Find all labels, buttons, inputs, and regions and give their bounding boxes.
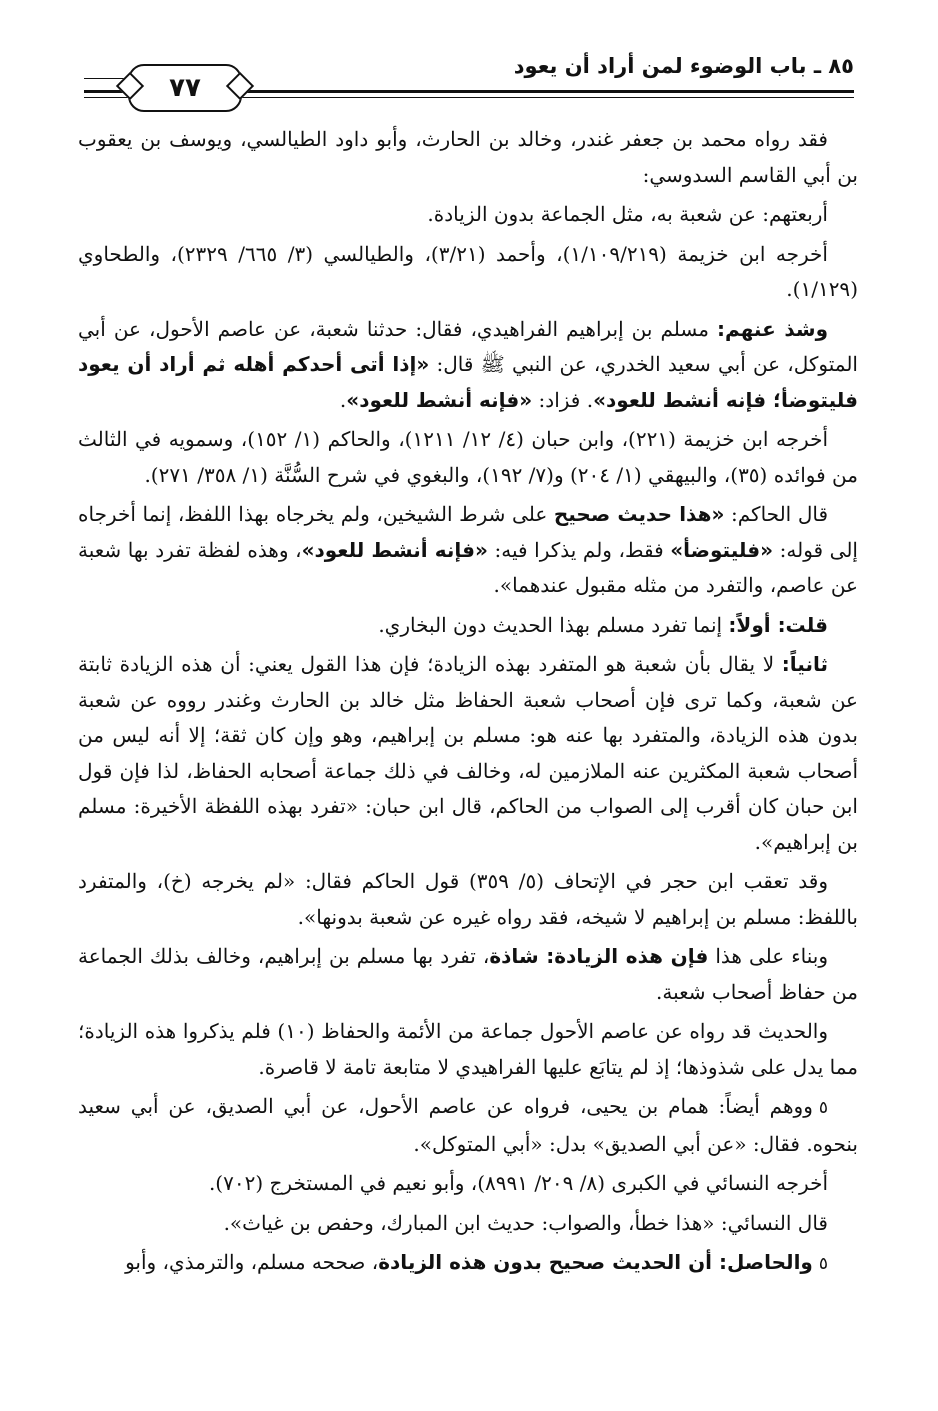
paragraph <box>78 122 858 193</box>
text-run: أربعتهم: عن شعبة به، مثل الجماعة بدون الزيادة. <box>427 202 828 226</box>
paragraph <box>78 197 858 233</box>
text-run: مسلم بن إبراهيم الفراهيدي، فقال: حدثنا شعبة، عن عاصم الأحول، عن أبي المتوكل، عن أبي سعيد الخدري، عن النبي ﷺ قال: <box>78 316 858 376</box>
text-run: أخرجه ابن خزيمة (٢٢١)، وابن حبان (٤/ ١٢/ ١٢١١)، والحاكم (١/ ١٥٢)، وسمويه في الثالث من فوائده (٣٥)، والبيهقي (١/ ٢٠٤) و(٧/ ١٩٢)، والبغوي في شرح السُّنَّة (١/ ٣٥٨/ ٢٧١). <box>78 427 858 487</box>
paragraph <box>78 1245 858 1283</box>
text-run: . فزاد: <box>532 387 594 412</box>
text-run: فقط، ولم يذكرا فيه: <box>487 537 671 562</box>
paragraph <box>78 422 858 493</box>
text-run: قال النسائي: «هذا خطأ، والصواب: حديث ابن المبارك، وحفص بن غياث». <box>223 1210 828 1235</box>
text-run: ووهم أيضاً: همام بن يحيى، فرواه عن عاصم الأحول، عن أبي الصديق، عن أبي سعيد بنحوه. فقال: «عن أبي الصديق» بدل: «أبي المتوكل». <box>78 1094 858 1156</box>
paragraph <box>78 647 858 860</box>
bold-text: فإن هذه الزيادة: شاذة <box>489 944 709 968</box>
paragraph <box>78 497 858 604</box>
paragraph <box>78 608 858 644</box>
page-number: ٧٧ <box>169 73 201 103</box>
bold-text: قلت: أولاً: <box>728 612 828 637</box>
text-run: أخرجه ابن خزيمة (١/١٠٩/٢١٩)، وأحمد (٣/٢١)، والطيالسي (٣/ ٦٦٥/ ٢٣٢٩)، والطحاوي (١/١٢٩). <box>78 241 858 301</box>
paragraph <box>78 1206 858 1242</box>
bold-text: ثانياً: <box>781 652 828 676</box>
bold-text: «هذا حديث صحيح <box>553 502 725 526</box>
paragraph <box>78 237 858 308</box>
text-run: على شرط الشيخين، ولم يخرجاه بهذا اللفظ، إنما أخرجاه إلى قوله: <box>78 502 858 562</box>
text-run: إنما تفرد مسلم بهذا الحديث دون البخاري. <box>378 612 729 637</box>
page-header <box>84 50 854 110</box>
paragraph <box>78 1166 858 1202</box>
paragraph <box>78 864 858 935</box>
text-run: وقد تعقب ابن حجر في الإتحاف (٥/ ٣٥٩) قول الحاكم فقال: «لم يخرجه (خ)، والمتفرد باللفظ: مسلم بن إبراهيم لا شيخه، فقد رواه غيره عن شعبة بدونها». <box>78 869 858 929</box>
text-run: أخرجه النسائي في الكبرى (٨/ ٢٠٩/ ٨٩٩١)، وأبو نعيم في المستخرج (٧٠٢). <box>208 1171 828 1195</box>
bold-text: «فليتوضأ» <box>670 537 774 562</box>
text-run: لا يقال بأن شعبة هو المتفرد بهذه الزيادة؛ فإن هذا القول يعني: أن هذه الزيادة ثابتة عن شعبة، وكما ترى فإن أصحاب شعبة الحفاظ مثل خالد بن الحارث وغندر رووه عن شعبة بدون هذه الزيادة، والمتفرد بها عنه هو: مسلم بن إبراهيم، وهو وإن كان ثقة؛ إلا أنه ليس من أصحاب شعبة المكثرين عنه الملازمين له، وخالف في ذلك جماعة أصحابه الحفاظ، لذا فإن قول ابن حبان كان أقرب إلى الصواب من الحاكم، قال ابن حبان: «تفرد بهذه اللفظة الأخيرة: مسلم بن إبراهيم». <box>78 652 858 854</box>
bold-text: وشذ عنهم: <box>717 316 829 341</box>
text-run: وبناء على هذا <box>708 944 829 968</box>
bold-text: «فإنه أنشط للعود» <box>346 387 533 412</box>
paragraph <box>78 312 858 419</box>
running-title: ٨٥ ـ باب الوضوء لمن أراد أن يعود <box>513 54 854 78</box>
text-run: ، تفرد بها مسلم بن إبراهيم، وخالف بذلك الجماعة من حفاظ أصحاب شعبة. <box>78 944 858 1004</box>
text-run: فقد رواه محمد بن جعفر غندر، وخالد بن الحارث، وأبو داود الطيالسي، ويوسف بن يعقوب بن أبي القاسم السدوسي: <box>78 127 858 187</box>
bold-text: «فإنه أنشط للعود» <box>301 537 488 562</box>
body-text <box>78 122 858 1287</box>
text-run: . <box>339 387 347 412</box>
page-number-badge <box>128 64 242 112</box>
bold-text: والحاصل: أن الحديث صحيح بدون هذه الزيادة <box>378 1250 813 1274</box>
text-run: ، وهذه لفظة تفرد بها شعبة عن عاصم، والتفرد من مثله مقبول عندهما». <box>78 537 858 597</box>
text-run: قال الحاكم: <box>724 502 828 526</box>
paragraph-marker: ٥ <box>818 1098 828 1118</box>
bold-text: «إذا أتى أحدكم أهله ثم أراد أن يعود فليتوضأ؛ فإنه أنشط للعود» <box>78 352 858 412</box>
paragraph <box>78 1089 858 1162</box>
paragraph <box>78 939 858 1010</box>
paragraph-marker: ٥ <box>818 1254 828 1274</box>
text-run: ، صححه مسلم، والترمذي، وأبو <box>125 1250 379 1274</box>
text-run: والحديث قد رواه عن عاصم الأحول جماعة من الأئمة والحفاظ (١٠) فلم يذكروا هذه الزيادة؛ مما يدل على شذوذها؛ إذ لم يتابَع عليها الفراهيدي لا متابعة تامة لا قاصرة. <box>78 1019 858 1079</box>
paragraph <box>78 1014 858 1085</box>
